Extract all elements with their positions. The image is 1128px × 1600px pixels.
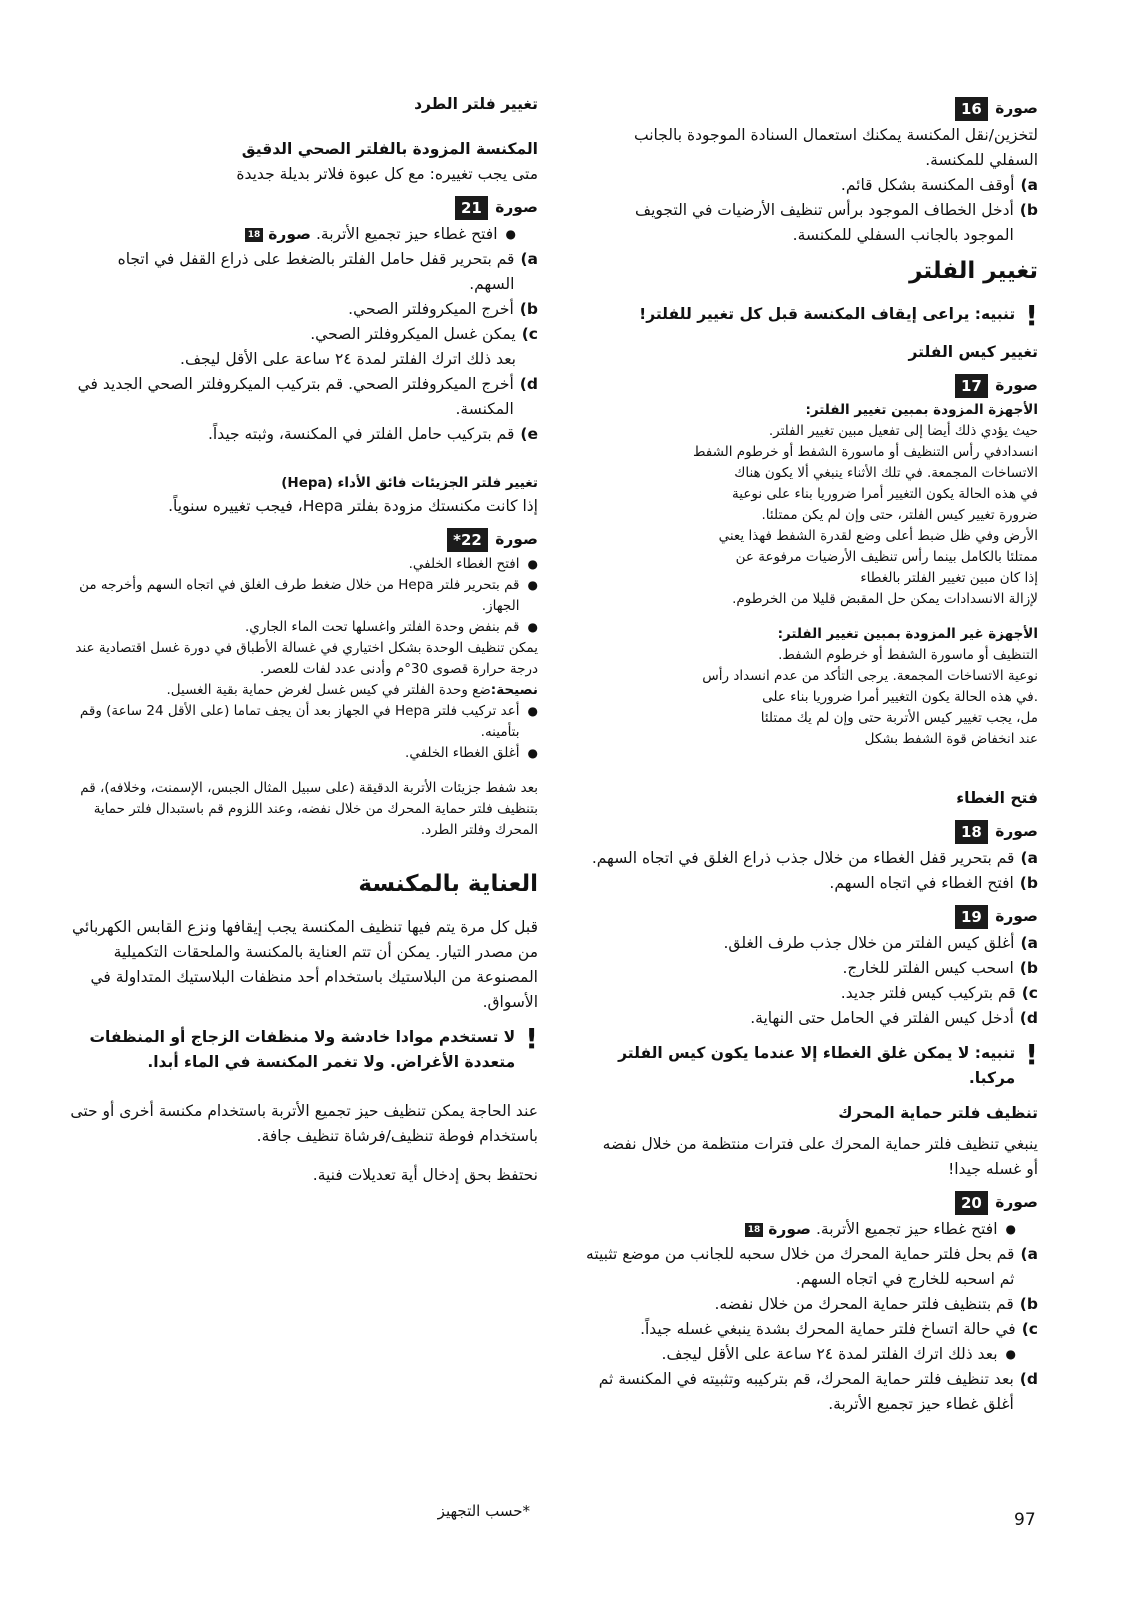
section-title-change-filter: تغيير الفلتر (909, 258, 1038, 284)
step-22-2: ● قم بتحرير فلتر Hepa من خلال ضغط طرف الغلق في اتجاه السهم وأخرجه من الجهاز. (70, 575, 538, 617)
step-19a: a) أغلق كيس الفلتر من خلال جذب طرف الغلق. (723, 934, 1038, 952)
bullet-icon: ● (527, 704, 538, 718)
warning-icon: ! (525, 1022, 538, 1055)
step-22-4: ● أعد تركيب فلتر Hepa في الجهاز بعد أن يجف تماما (على الأقل 24 ساعة) وقم بتأمينه. (70, 701, 538, 743)
warning-icon: ! (1025, 299, 1038, 332)
figure-20-badge: 20 (955, 1191, 988, 1215)
step-20c-dry: ● بعد ذلك اترك الفلتر لمدة ٢٤ ساعة على الأقل ليجف. (586, 1342, 1038, 1367)
indicator-line: انسدادفي رأس التنظيف أو ماسورة الشفط أو خرطوم الشفط (692, 444, 1038, 460)
fine-dust-note: بعد شفط جزيئات الأتربة الدقيقة (على سبيل المثال الجبس، الإسمنت، وخلافه)، قم بتنظيف فلتر حماية المحرك من خلال نفضه، وعند اللزوم قم باستبدال فلتر حماية المحرك وفلتر الطرد. (80, 780, 538, 838)
micro-filter-when: متى يجب تغييره: مع كل عبوة فلاتر بديلة جديدة (236, 165, 538, 183)
figure-16-badge: 16 (955, 97, 988, 121)
bullet-icon: ● (527, 746, 538, 760)
bullet-icon: ● (527, 557, 538, 571)
step-20-open-cover: ● افتح غطاء حيز تجميع الأتربة. صورة 18 (586, 1217, 1038, 1242)
step-19d: d) أدخل كيس الفلتر في الحامل حتى النهاية. (750, 1009, 1038, 1027)
step-20b: b) قم بتنظيف فلتر حماية المحرك من خلال نفضه. (714, 1295, 1038, 1313)
heading-exhaust-filter: تغيير فلتر الطرد (414, 95, 538, 113)
figure-19-heading: صورة 19 (586, 904, 1038, 929)
figure-22-heading: صورة 22* (70, 527, 538, 552)
indicator-line: لإزالة الانسدادات يمكن حل المقبض قليلا من الخرطوم. (732, 591, 1038, 607)
step-22-5: ● أغلق الغطاء الخلفي. (70, 743, 538, 764)
step-18a: a) قم بتحرير قفل الغطاء من خلال جذب ذراع الغلق في اتجاه السهم. (591, 849, 1038, 867)
no-indicator-line: عند انخفاض قوة الشفط بشكل (864, 731, 1038, 747)
figure-19-badge: 19 (955, 905, 988, 929)
bullet-icon: ● (527, 620, 538, 634)
indicator-line: ضرورة تغيير كيس الفلتر، حتى وإن لم يكن ممتلئا. (761, 507, 1038, 523)
warning-cover-close: ! تنبيه: لا يمكن غلق الغطاء إلا عندما يكون كيس الفلتر مركبا. (586, 1041, 1038, 1091)
warning-no-abrasives: ! لا تستخدم موادا خادشة ولا منظفات الزجاج أو المنظفات متعددة الأغراض. ولا تغمر المكنسة في الماء أبدا. (70, 1025, 538, 1075)
step-21a: a) قم بتحرير قفل حامل الفلتر بالضغط على ذراع القفل في اتجاه السهم. (117, 250, 538, 293)
heading-change-bag: تغيير كيس الفلتر (908, 343, 1038, 361)
figure-16-heading: صورة 16 (586, 96, 1038, 121)
step-21b: b) أخرج الميكروفلتر الصحي. (348, 300, 538, 318)
hepa-paragraph: إذا كانت مكنستك مزودة بفلتر Hepa، فيجب تغييره سنوياً. (168, 497, 538, 515)
no-indicator-line: مل، يجب تغيير كيس الأتربة حتى وإن لم يك ممتلئا (760, 710, 1038, 726)
step-19c: c) قم بتركيب كيس فلتر جديد. (840, 984, 1038, 1002)
figure-18-ref-badge: 18 (245, 228, 264, 242)
indicator-line: إذا كان مبين تغيير الفلتر بالغطاء (860, 570, 1038, 586)
dishwasher-note: يمكن تنظيف الوحدة بشكل اختياري في غسالة الأطباق في دورة غسل اقتصادية عند درجة حرارة قصوى 30°م وأدنى عدد لفات للعصر. (75, 640, 538, 677)
indicator-line: حيث يؤدي ذلك أيضا إلى تفعيل مبين تغيير الفلتر. (768, 423, 1038, 439)
page-number: 97 (1014, 1510, 1036, 1530)
care-paragraph: قبل كل مرة يتم فيها تنظيف المكنسة يجب إيقافها ونزع القابس الكهربائي من مصدر التيار. يمكن أن تتم العناية بالمكنسة والملحقات التكميلية المصنوعة من البلاستيك باستخدام أحد منظفات البلاستيك المتداولة في الأسواق. (72, 918, 538, 1011)
figure-17-heading: صورة 17 (586, 373, 1038, 398)
tip-note: نصيحة:ضع وحدة الفلتر في كيس غسل لغرض حماية بقية الغسيل. (166, 682, 538, 698)
figure-22-badge: 22* (447, 528, 488, 552)
indicator-line: ممتلئا بالكامل بينما رأس تنظيف الأرضيات مرفوعة عن (735, 549, 1038, 565)
warning-icon: ! (1025, 1038, 1038, 1071)
figure-18-badge: 18 (955, 820, 988, 844)
step-22-1: ● افتح الغطاء الخلفي. (70, 554, 538, 575)
step-20c: c) في حالة اتساخ فلتر حماية المحرك بشدة ينبغي غسله جيداً. (640, 1320, 1038, 1338)
step-22-3: ● قم بنفض وحدة الفلتر واغسلها تحت الماء الجاري. (70, 617, 538, 638)
heading-micro-filter: المكنسة المزودة بالفلتر الصحي الدقيق (241, 140, 538, 158)
heading-hepa: تغيير فلتر الجزيئات فائق الأداء (Hepa) (281, 475, 538, 491)
step-20d: d) بعد تنظيف فلتر حماية المحرك، قم بتركيبه وتثبيته في المكنسة ثم أغلق غطاء حيز تجميع الأتربة. (598, 1370, 1038, 1413)
step-16b: b) أدخل الخطاف الموجود برأس تنظيف الأرضيات في التجويف الموجود بالجانب السفلي للمكنسة. (635, 201, 1038, 244)
indicator-line: الأرض وفي ظل ضبط أعلى وضع لقدرة الشفط فهذا يعني (718, 528, 1038, 544)
left-column (70, 88, 538, 1188)
motor-filter-paragraph: ينبغي تنظيف فلتر حماية المحرك على فترات منتظمة من خلال نفضه أو غسله جيدا! (602, 1135, 1038, 1178)
step-21c-dry: بعد ذلك اترك الفلتر لمدة ٢٤ ساعة على الأقل ليجف. (180, 350, 516, 368)
technical-changes-note: نحتفظ بحق إدخال أية تعديلات فنية. (312, 1166, 538, 1184)
storage-paragraph: لتخزين/نقل المكنسة يمكنك استعمال السنادة الموجودة بالجانب السفلي للمكنسة. (634, 126, 1038, 169)
indicator-devices-title: الأجهزة المزودة بمبين تغيير الفلتر: (805, 402, 1038, 418)
step-20a: a) قم بحل فلتر حماية المحرك من خلال سحبه للجانب من موضع تثبيته ثم اسحبه للخارج في اتجاه السهم. (586, 1245, 1038, 1288)
bullet-icon: ● (505, 227, 516, 241)
step-21d: d) أخرج الميكروفلتر الصحي. قم بتركيب الميكروفلتر الصحي الجديد في المكنسة. (77, 375, 538, 418)
equipment-footnote: *حسب التجهيز (437, 1502, 530, 1520)
bullet-icon: ● (1005, 1347, 1016, 1361)
step-21-open-cover: ● افتح غطاء حيز تجميع الأتربة. صورة 18 (70, 222, 538, 247)
section-title-care: العناية بالمكنسة (358, 871, 538, 897)
figure-18-heading: صورة 18 (586, 819, 1038, 844)
figure-21-heading: صورة 21 (70, 195, 538, 220)
figure-18-ref-badge: 18 (745, 1223, 764, 1237)
no-indicator-line: التنظيف أو ماسورة الشفط أو خرطوم الشفط. (778, 647, 1038, 663)
indicator-line: الاتساخات المجمعة. في تلك الأثناء ينبغي ألا يكون هناك (734, 465, 1038, 481)
step-18b: b) افتح الغطاء في اتجاه السهم. (829, 874, 1038, 892)
heading-motor-filter: تنظيف فلتر حماية المحرك (838, 1104, 1038, 1122)
dust-compartment-paragraph: عند الحاجة يمكن تنظيف حيز تجميع الأتربة باستخدام مكنسة أخرى أو حتى باستخدام فوطة تنظيف/فرشاة تنظيف جافة. (70, 1102, 538, 1145)
indicator-devices-block (586, 400, 1038, 750)
heading-open-cover: فتح الغطاء (956, 789, 1038, 807)
no-indicator-line: نوعية الاتساخات المجمعة. يرجى التأكد من عدم انسداد رأس (702, 668, 1038, 684)
warning-switch-off: ! تنبيه: يراعى إيقاف المكنسة قبل كل تغيير للفلتر! (639, 299, 1038, 332)
step-21e: e) قم بتركيب حامل الفلتر في المكنسة، وثبته جيداً. (207, 425, 538, 443)
figure-20-heading: صورة 20 (586, 1190, 1038, 1215)
no-indicator-devices-title: الأجهزة غير المزودة بمبين تغيير الفلتر: (777, 626, 1038, 642)
step-19b: b) اسحب كيس الفلتر للخارج. (842, 959, 1038, 977)
figure-17-badge: 17 (955, 374, 988, 398)
bullet-icon: ● (1005, 1222, 1016, 1236)
step-21c: c) يمكن غسل الميكروفلتر الصحي. (310, 325, 538, 343)
step-16a: a) أوقف المكنسة بشكل قائم. (840, 176, 1038, 194)
indicator-line: في هذه الحالة يكون التغيير أمرا ضروريا بناء على نوعية (732, 486, 1038, 502)
bullet-icon: ● (527, 578, 538, 592)
figure-21-badge: 21 (455, 196, 488, 220)
no-indicator-line: .في هذه الحالة يكون التغيير أمرا ضروريا بناء على (762, 689, 1038, 705)
right-column (586, 88, 1038, 1417)
